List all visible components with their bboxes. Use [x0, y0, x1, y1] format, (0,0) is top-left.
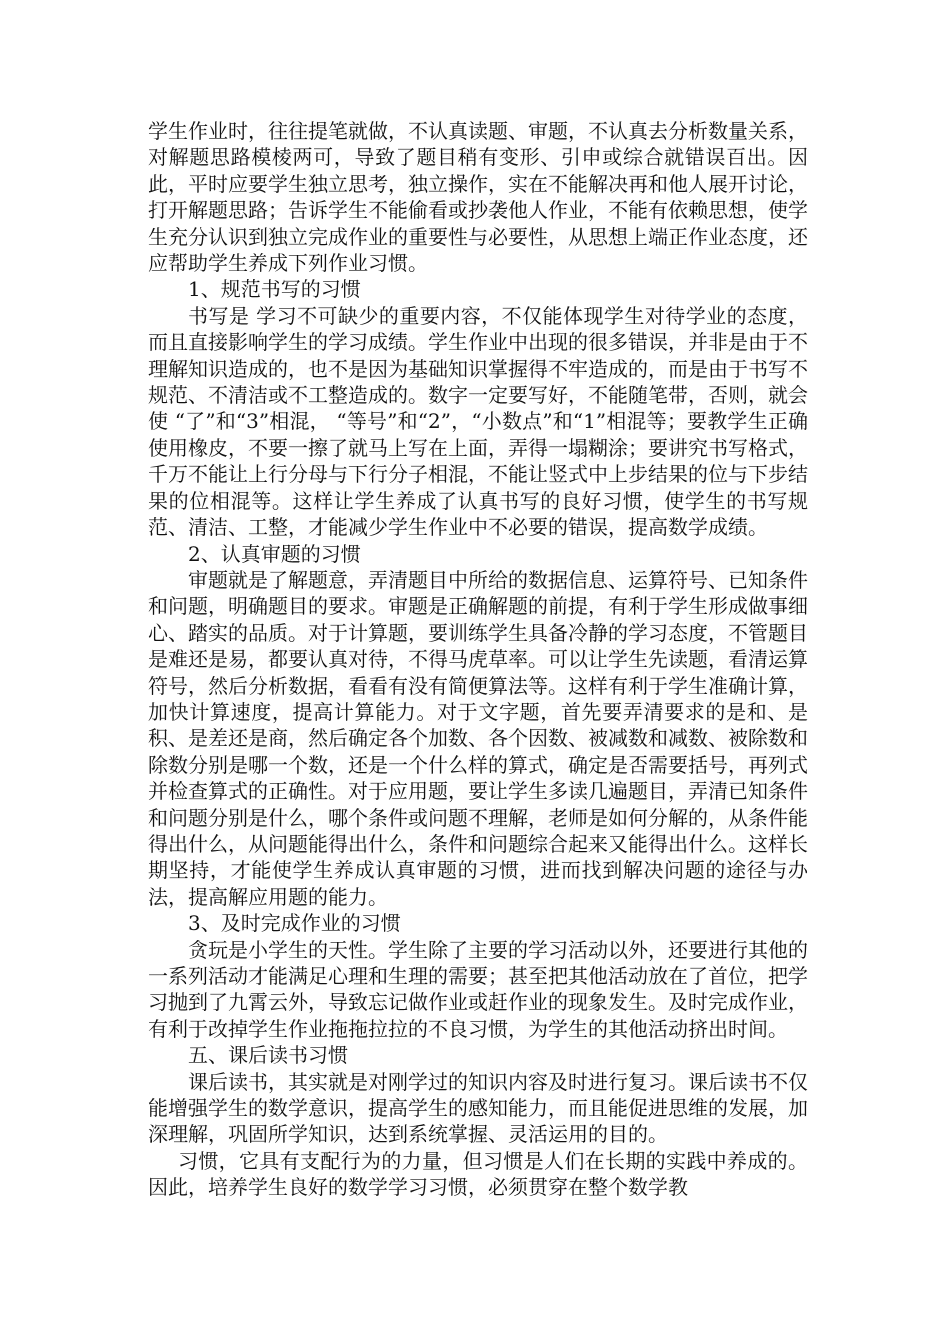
paragraph-reading-questions: 审题就是了解题意，弄清题目中所给的数据信息、运算符号、已知条件和问题，明确题目的要求。审题是正确解题的前提，有利于学生形成做事细心、踏实的品质。对于计算题，要训练学生具备冷静的学习态度，不管题目是难还是易，都要认真对待，不得马虎草率。可以让学生先读题，看清运算符号，然后分析数据，看看有没有简便算法等。这样有利于学生准确计算，加快计算速度，提高计算能力。对于文字题，首先要弄清要求的是和、是积、是差还是商，然后确定各个加数、各个因数、被减数和减数、被除数和除数分别是哪一个数，还是一个什么样的算式，确定是否需要括号，再列式并检查算式的正确性。对于应用题，要让学生多读几遍题目，弄清已知条件和问题分别是什么，哪个条件或问题不理解，老师是如何分解的，从条件能得出什么，从问题能得出什么，条件和问题综合起来又能得出什么。这样长期坚持，才能使学生养成认真审题的习惯，进而找到解决问题的途径与办法，提高解应用题的能力。 [148, 567, 808, 909]
paragraph-intro: 学生作业时，往往提笔就做，不认真读题、审题，不认真去分析数量关系，对解题思路模棱两可，导致了题目稍有变形、引申或综合就错误百出。因此，平时应要学生独立思考，独立操作，实在不能解决再和他人展开讨论，打开解题思路；告诉学生不能偷看或抄袭他人作业，不能有依赖思想，使学生充分认识到独立完成作业的重要性与必要性，从思想上端正作业态度，还应帮助学生养成下列作业习惯。 [148, 119, 808, 276]
section-heading-writing: 1、规范书写的习惯 [188, 277, 361, 302]
section-heading-after-class-reading: 五、课后读书习惯 [188, 1043, 348, 1068]
paragraph-homework: 贪玩是小学生的天性。学生除了主要的学习活动以外，还要进行其他的一系列活动才能满足心理和生理的需要；甚至把其他活动放在了首位，把学习抛到了九霄云外，导致忘记做作业或赶作业的现象发生。及时完成作业，有利于改掉学生作业拖拖拉拉的不良习惯，为学生的其他活动挤出时间。 [148, 937, 808, 1041]
paragraph-writing: 书写是 学习不可缺少的重要内容，不仅能体现学生对待学业的态度，而且直接影响学生的学习成绩。学生作业中出现的很多错误，并非是由于不理解知识造成的，也不是因为基础知识掌握得不牢造成的，而是由于书写不规范、不清洁或不工整造成的。数字一定要写好，不能随笔带，否则，就会使 “了”和“3”相混， “等号”和“2”，“小数点”和“1”相混等；要教学生正确使用橡皮，不要一擦了就马上写在上面，弄得一塌糊涂；要讲究书写格式，千万不能让上行分母与下行分子相混，不能让竖式中上步结果的位与下步结果的位相混等。这样让学生养成了认真书写的良好习惯，使学生的书写规范、清洁、工整，才能减少学生作业中不必要的错误，提高数学成绩。 [148, 303, 808, 540]
paragraph-habit: 习惯，它具有支配行为的力量，但习惯是人们在长期的实践中养成的。因此，培养学生良好的数学学习习惯，必须贯穿在整个数学教 [148, 1148, 808, 1200]
document-body [148, 118, 808, 1201]
section-heading-reading-questions: 2、认真审题的习惯 [188, 541, 361, 566]
section-heading-homework: 3、及时完成作业的习惯 [188, 911, 401, 936]
paragraph-after-class-reading: 课后读书，其实就是对刚学过的知识内容及时进行复习。课后读书不仅能增强学生的数学意识，提高学生的感知能力，而且能促进思维的发展，加深理解，巩固所学知识，达到系统掌握、灵活运用的目的。 [148, 1069, 808, 1147]
